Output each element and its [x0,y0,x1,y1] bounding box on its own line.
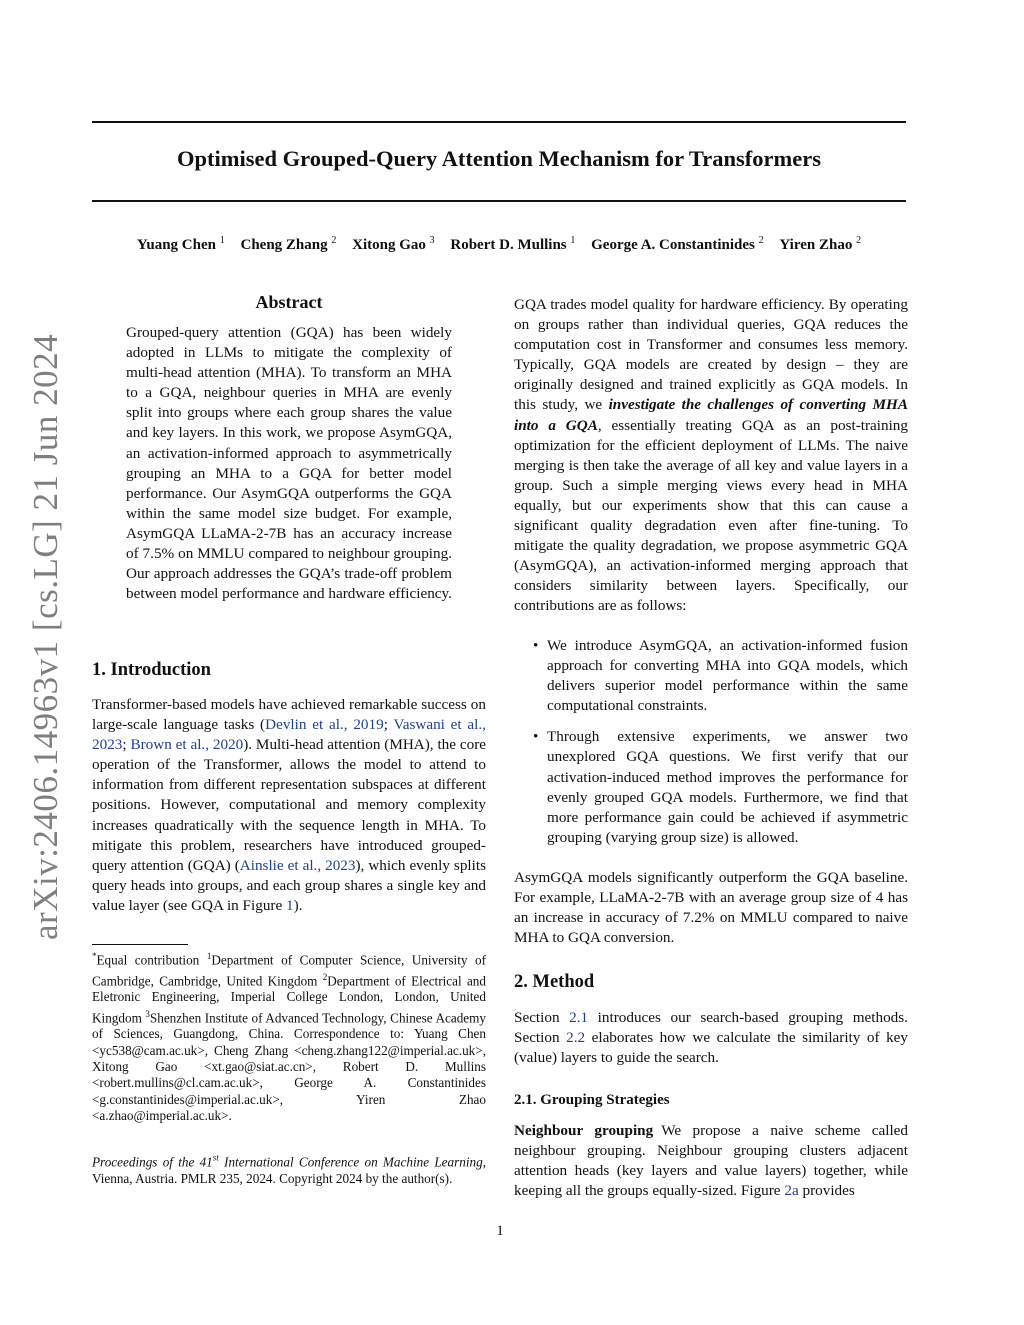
author: Xitong Gao $^3$ [352,235,435,253]
abstract-text: Grouped-query attention (GQA) has been widely adopted in LLMs to mitigate the complexity of multi-head attention (MHA). To transform an MHA to a GQA, neighbour queries in MHA are evenly split into groups where each group shares the value and key layers. In this work, we propose AsymGQA, an activation-informed approach to asymmetrically grouping an MHA to a GQA for better model performance. Our AsymGQA outperforms the GQA within the same model size budget. For example, AsymGQA LLaMA-2-7B has an accuracy increase of 7.5% on MMLU compared to neighbour grouping. Our approach addresses the GQA’s trade-off problem between model performance and hardware efficiency. [126,324,452,603]
body-paragraph: GQA trades model quality for hardware efficiency. By operating on groups rather than individual queries, GQA reduces the computation cost in Transformer and consumes less memory. Typically, GQA models are created by design – they are originally designed and trained explicitly as GQA models. In this study, we investigate the challenges of converting MHA into a GQA, essentially treating GQA as an post-training optimization for the efficient deployment of LLMs. The naive merging is then take the average of all key and value layers in a group. Such a simple merging views every head in MHA equally, but our experiments show that this can cause a significant quality degradation even after fine-tuning. To mitigate the quality degradation, we propose asymmetric GQA (AsymGQA), an activation-informed merging approach that considers similarity between layers. Specifically, our contributions are as follows: [514,296,908,615]
method-paragraph: Section 2.1 introduces our search-based grouping methods. Section 2.2 elaborates how we calculate the similarity of key (value) layers to guide the search. [514,1009,909,1067]
affiliation-footnote: *Equal contribution $^1$Department of Computer Science, University of Cambridge, Cambridge, United Kingdom $^2$Department of Electrical and Eletronic Engineering, Imperial College London, London, United Kingdom $^3$Shenzhen Institute of Advanced Technology, Chinese Academy of Sciences, Guangdong, China. Correspondence to: Yuang Chen <yc538@cam.ac.uk>, Cheng Zhang <cheng.zhang122@imperial.ac.uk>, Xitong Gao <xt.gao@siat.ac.cn>, Robert D. Mullins <robert.mullins@cl.cam.ac.uk>, George A. Constantinides <g.constantinides@imperial.ac.uk>, Yiren Zhao <a.zhao@imperial.ac.uk>. [92,951,486,1123]
intro-paragraph: Transformer-based models have achieved remarkable success on large-scale language tasks (Devlin et al., 2019; Vaswani et al., 2023; Brown et al., 2020). Multi-head attention (MHA), the core operation of the Transformer, allows the model to attend to information from different representation subspaces at different positions. However, computational and memory complexity increases quadratically with the sequence length in MHA. To mitigate this problem, researchers have introduced grouped-query attention (GQA) (Ainslie et al., 2023), which evenly splits query heads into groups, and each group shares a single key and value layer (see GQA in Figure 1). [92,696,486,914]
citation-link[interactable]: Brown et al., 2020 [130,736,244,754]
figure-ref-link[interactable]: 1 [286,896,294,914]
bullet-icon: • [533,728,539,746]
list-item: • Through extensive experiments, we answer two unexplored GQA questions. We first verify that our activation-induced method improves the performance for evenly grouped GQA models. Furthermore, we find that more performance gain could be achieved if asymmetric grouping (varying group size) is allowed. [533,728,908,846]
author: Robert D. Mullins $^1$ [450,235,576,253]
run-in-heading: Neighbour grouping [514,1122,654,1139]
author-list [92,235,906,254]
body-paragraph: AsymGQA models significantly outperform the GQA baseline. For example, LLaMA-2-7B with an average group size of 4 has an increase in accuracy of 7.2% on MMLU compared to naive MHA to GQA conversion. [514,869,908,947]
paper-title: Optimised Grouped-Query Attention Mechanism for Transformers [177,146,821,171]
list-item: • We introduce AsymGQA, an activation-informed fusion approach for converting MHA into GQA models, which delivers superior model performance within the same computational constraints. [533,637,908,715]
citation-link[interactable]: Ainslie et al., 2023 [239,856,356,874]
author: Yuang Chen $^1$ [136,235,225,253]
citation-link[interactable]: Vaswani et al., 2023 [92,716,486,754]
author: George A. Constantinides $^2$ [591,235,764,253]
page-number: 1 [496,1223,504,1239]
citation-link[interactable]: Devlin et al., 2019 [265,716,384,734]
subsection-heading: 2.1. Grouping Strategies [514,1092,670,1108]
arxiv-identifier: arXiv:2406.14963v1 [cs.LG] 21 Jun 2024 [26,333,65,940]
figure-ref-link[interactable]: 2a [784,1182,799,1200]
method-heading: 2. Method [514,972,595,992]
title-rule-bottom [92,200,906,202]
contribution-list [514,636,908,848]
author: Cheng Zhang $^2$ [240,235,337,253]
abstract-heading: Abstract [255,292,323,312]
intro-heading: 1. Introduction [92,660,211,680]
title-rule-top [92,121,906,123]
section-ref-link[interactable]: 2.1 [569,1009,589,1026]
bullet-icon: • [533,637,539,654]
author: Yiren Zhao $^2$ [779,235,862,253]
neighbour-grouping-paragraph: Neighbour grouping We propose a naive scheme called neighbour grouping. Neighbour grouping clusters adjacent attention heads (key layers and value layers) together, while keeping all the groups equally-sized. Figure 2a provides [514,1122,908,1200]
proceedings-note: Proceedings of the 41st International Conference on Machine Learning, Vienna, Austria. PMLR 235, 2024. Copyright 2024 by the author(s). [92,1153,486,1186]
section-ref-link[interactable]: 2.2 [566,1029,586,1047]
footnote-divider [92,944,188,945]
